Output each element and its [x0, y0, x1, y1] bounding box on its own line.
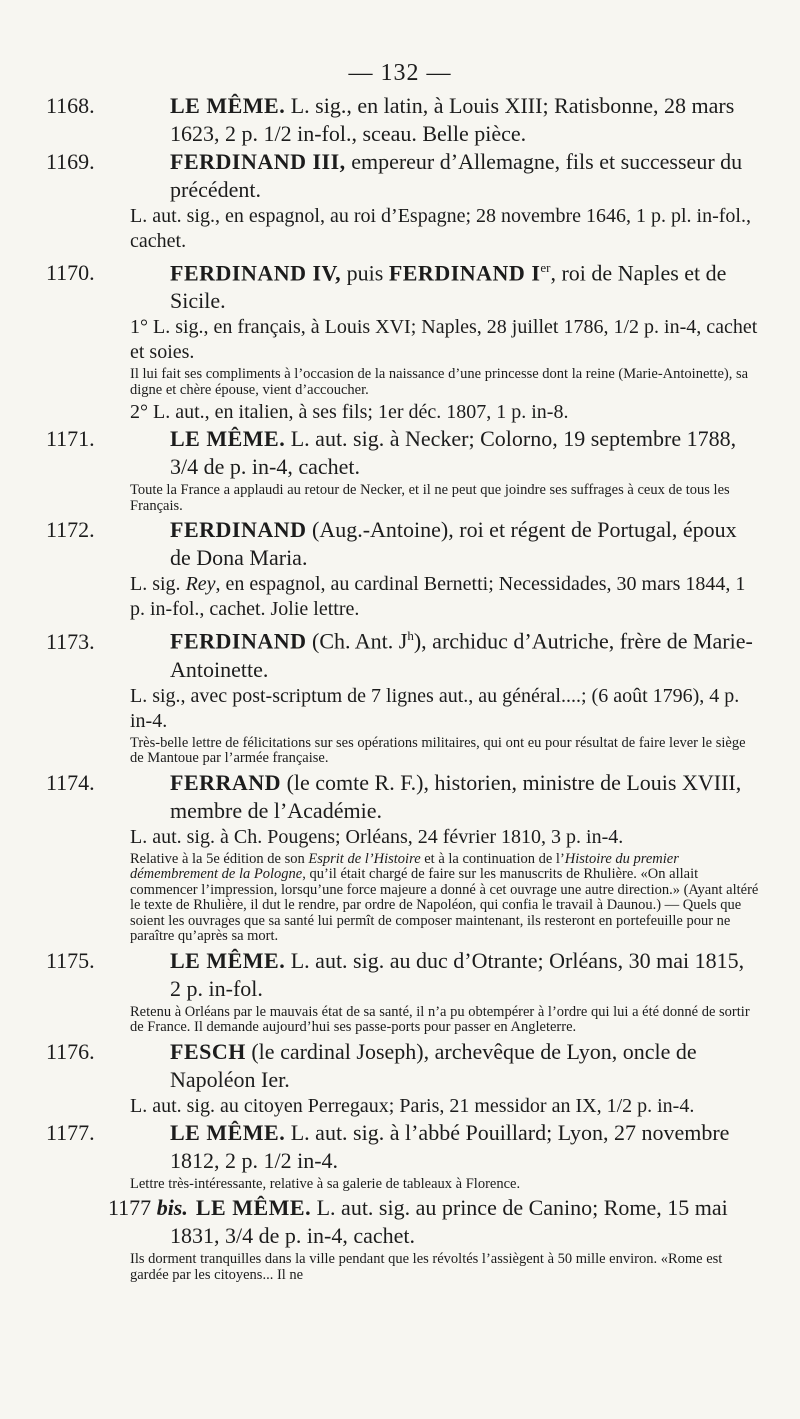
entry-1171-heading — [46, 425, 760, 481]
entry-number: 1176. — [46, 1038, 95, 1064]
entry-description: L. aut. sig. à l’abbé Pouillard; Lyon, 27 novembre 1812, 2 p. 1/2 in-4. — [170, 1119, 730, 1173]
entry-1170-letter-1: 1° L. sig., en français, à Louis XVI; Naples, 28 juillet 1786, 1/2 p. in-4, cachet et soies. — [130, 316, 758, 364]
book-title: Esprit de l’Histoire — [308, 850, 421, 867]
entry-1177-note: Lettre très-intéressante, relative à sa galerie de tableaux à Florence. — [130, 1175, 521, 1192]
entry-1172-letter — [130, 572, 760, 622]
entry-1174 — [46, 769, 760, 945]
entry-1168 — [46, 92, 760, 148]
entry-description: (le comte R. F.), historien, ministre de Louis XVIII, membre de l’Académie. — [170, 769, 742, 823]
entry-number: 1172. — [46, 517, 95, 543]
entry-heading: FERRAND — [170, 769, 282, 795]
entry-1174-heading — [46, 769, 760, 825]
entry-heading: FERDINAND — [170, 628, 307, 654]
letter-text: L. sig. — [130, 573, 186, 596]
entry-1170-heading — [46, 254, 760, 315]
entry-1170-note: Il lui fait ses compliments à l’occasion de la naissance d’une princesse dont la reine (Marie-Antoinette), sa digne et chère épouse, vient d’accoucher. — [130, 366, 749, 398]
entry-1173 — [46, 622, 760, 767]
entry-1171-note: Toute la France a applaudi au retour de Necker, et il ne peut que joindre ses suffrages à ceux de tous les Français. — [130, 482, 730, 514]
entry-1177-heading — [46, 1119, 760, 1175]
entry-heading: LE MÊME. — [170, 426, 286, 452]
book-title-2: Histoire du premier démembrement de la Pologne — [130, 850, 679, 883]
superscript: er — [540, 260, 551, 275]
entry-1172-heading — [46, 516, 760, 572]
entry-number-digits: 1177 — [108, 1195, 152, 1221]
entry-number: 1169. — [46, 149, 95, 174]
entry-heading: LE MÊME. — [170, 93, 286, 118]
entry-heading: FERDINAND — [170, 517, 307, 543]
entry-1176-letter: L. aut. sig. au citoyen Perregaux; Paris, 21 messidor an IX, 1/2 p. in-4. — [130, 1094, 695, 1117]
entry-1170-letter-2: 2° L. aut., en italien, à ses fils; 1er déc. 1807, 1 p. in-8. — [130, 401, 569, 424]
entry-1171 — [46, 425, 760, 514]
entry-heading: LE MÊME. — [170, 1119, 286, 1145]
note-text-3: , qu’il était chargé de faire sur les manuscrits de Rhulière. «On allait commencer l’impression, lorsqu’une force majeure a donné à cet ouvrage une autre direction.» (Ayant altéré le texte de Rhulière, il dut le rendre, par ordre de Napoléon, qui confia le travail à Daunou.) — Quels que soient les ouvrages que sa santé lui permît de composer maintenant, ils resteront en portefeuille pour ne paraître qu’après sa mort. — [130, 866, 759, 945]
entry-heading: FESCH — [170, 1038, 246, 1064]
entry-description: L. aut. sig. à Necker; Colorno, 19 septembre 1788, 3/4 de p. in-4, cachet. — [170, 426, 737, 480]
entry-description: (Ch. Ant. J — [312, 628, 408, 654]
bis-marker: bis. — [156, 1195, 188, 1221]
entry-number: 1171. — [46, 426, 95, 452]
entry-1175 — [46, 947, 760, 1036]
entry-1173-letter: L. sig., avec post-scriptum de 7 lignes aut., au général....; (6 août 1796), 4 p. in-4. — [130, 684, 740, 732]
entry-1177 — [46, 1119, 760, 1193]
entry-number: 1175. — [46, 947, 95, 973]
note-text: Relative à la 5e édition de son — [130, 850, 309, 867]
entry-1169-heading — [46, 148, 760, 204]
entry-heading-2: FERDINAND I — [388, 260, 541, 286]
entry-1177-bis-heading — [108, 1194, 760, 1250]
entry-list — [46, 92, 760, 1285]
entry-1176 — [46, 1038, 760, 1119]
page-number: — 132 — — [348, 60, 452, 86]
entry-description: (Aug.-Antoine), roi et régent de Portugal, époux de Dona Maria. — [170, 517, 737, 571]
entry-1172 — [46, 516, 760, 622]
entry-1175-heading — [46, 947, 760, 1003]
entry-1177-bis — [108, 1194, 760, 1283]
entry-heading: FERDINAND IV, — [170, 260, 342, 286]
signature-text: Rey — [185, 573, 216, 596]
letter-text-rest: , en espagnol, au cardinal Bernetti; Necessidades, 30 mars 1844, 1 p. in-fol., cachet. Jolie lettre. — [130, 573, 746, 621]
entry-1170 — [46, 254, 760, 425]
entry-1174-note — [130, 852, 760, 945]
entry-description: , roi de Naples et de Sicile. — [170, 260, 727, 314]
entry-connector: puis — [346, 260, 384, 286]
entry-heading: FERDINAND III, — [170, 149, 346, 174]
entry-number: 1173. — [46, 628, 95, 654]
entry-number: 1168. — [46, 93, 95, 118]
entry-number: 1174. — [46, 769, 95, 795]
entry-1174-letter: L. aut. sig. à Ch. Pougens; Orléans, 24 février 1810, 3 p. in-4. — [130, 825, 624, 848]
entry-1176-heading — [46, 1038, 760, 1094]
entry-heading: LE MÊME. — [170, 947, 286, 973]
entry-description: L. sig., en latin, à Louis XIII; Ratisbonne, 28 mars 1623, 2 p. 1/2 in-fol., sceau. Belle pièce. — [170, 93, 735, 146]
entry-heading: LE MÊME. — [195, 1195, 312, 1221]
entry-1168-text — [46, 92, 760, 148]
superscript: h — [407, 628, 414, 644]
entry-1169-letter: L. aut. sig., en espagnol, au roi d’Espagne; 28 novembre 1646, 1 p. pl. in-fol., cachet. — [130, 205, 751, 252]
entry-description: L. aut. sig. au duc d’Otrante; Orléans, 30 mai 1815, 2 p. in-fol. — [170, 947, 745, 1001]
entry-description-rest: ), archiduc d’Autriche, frère de Marie-Antoinette. — [170, 628, 753, 682]
entry-number: 1177. — [46, 1119, 95, 1145]
entry-1173-note: Très-belle lettre de félicitations sur ses opérations militaires, qui ont eu pour résultat de faire lever le siège de Mantoue par l’armée française. — [130, 734, 746, 767]
entry-1177-bis-note: Ils dorment tranquilles dans la ville pendant que les révoltés l’assiègent à 50 mille environ. «Rome est gardée par les citoyens... Il ne — [130, 1251, 723, 1283]
entry-description: L. aut. sig. au prince de Canino; Rome, 15 mai 1831, 3/4 de p. in-4, cachet. — [170, 1195, 728, 1249]
entry-number — [108, 1195, 188, 1220]
entry-description: (le cardinal Joseph), archevêque de Lyon, oncle de Napoléon Ier. — [170, 1038, 697, 1092]
entry-1169 — [46, 148, 760, 254]
entry-1173-heading — [46, 622, 760, 683]
entry-1175-note: Retenu à Orléans par le mauvais état de sa santé, il n’a pu obtempérer à l’ordre qui lui a été donné de sortir de France. Il demande aujourd’hui ses passe-ports pour passer en Angleterre. — [130, 1003, 750, 1036]
entry-number: 1170. — [46, 260, 95, 286]
entry-description: empereur d’Allemagne, fils et successeur du précédent. — [170, 149, 743, 202]
note-text-2: et à la continuation de l’ — [420, 850, 565, 867]
